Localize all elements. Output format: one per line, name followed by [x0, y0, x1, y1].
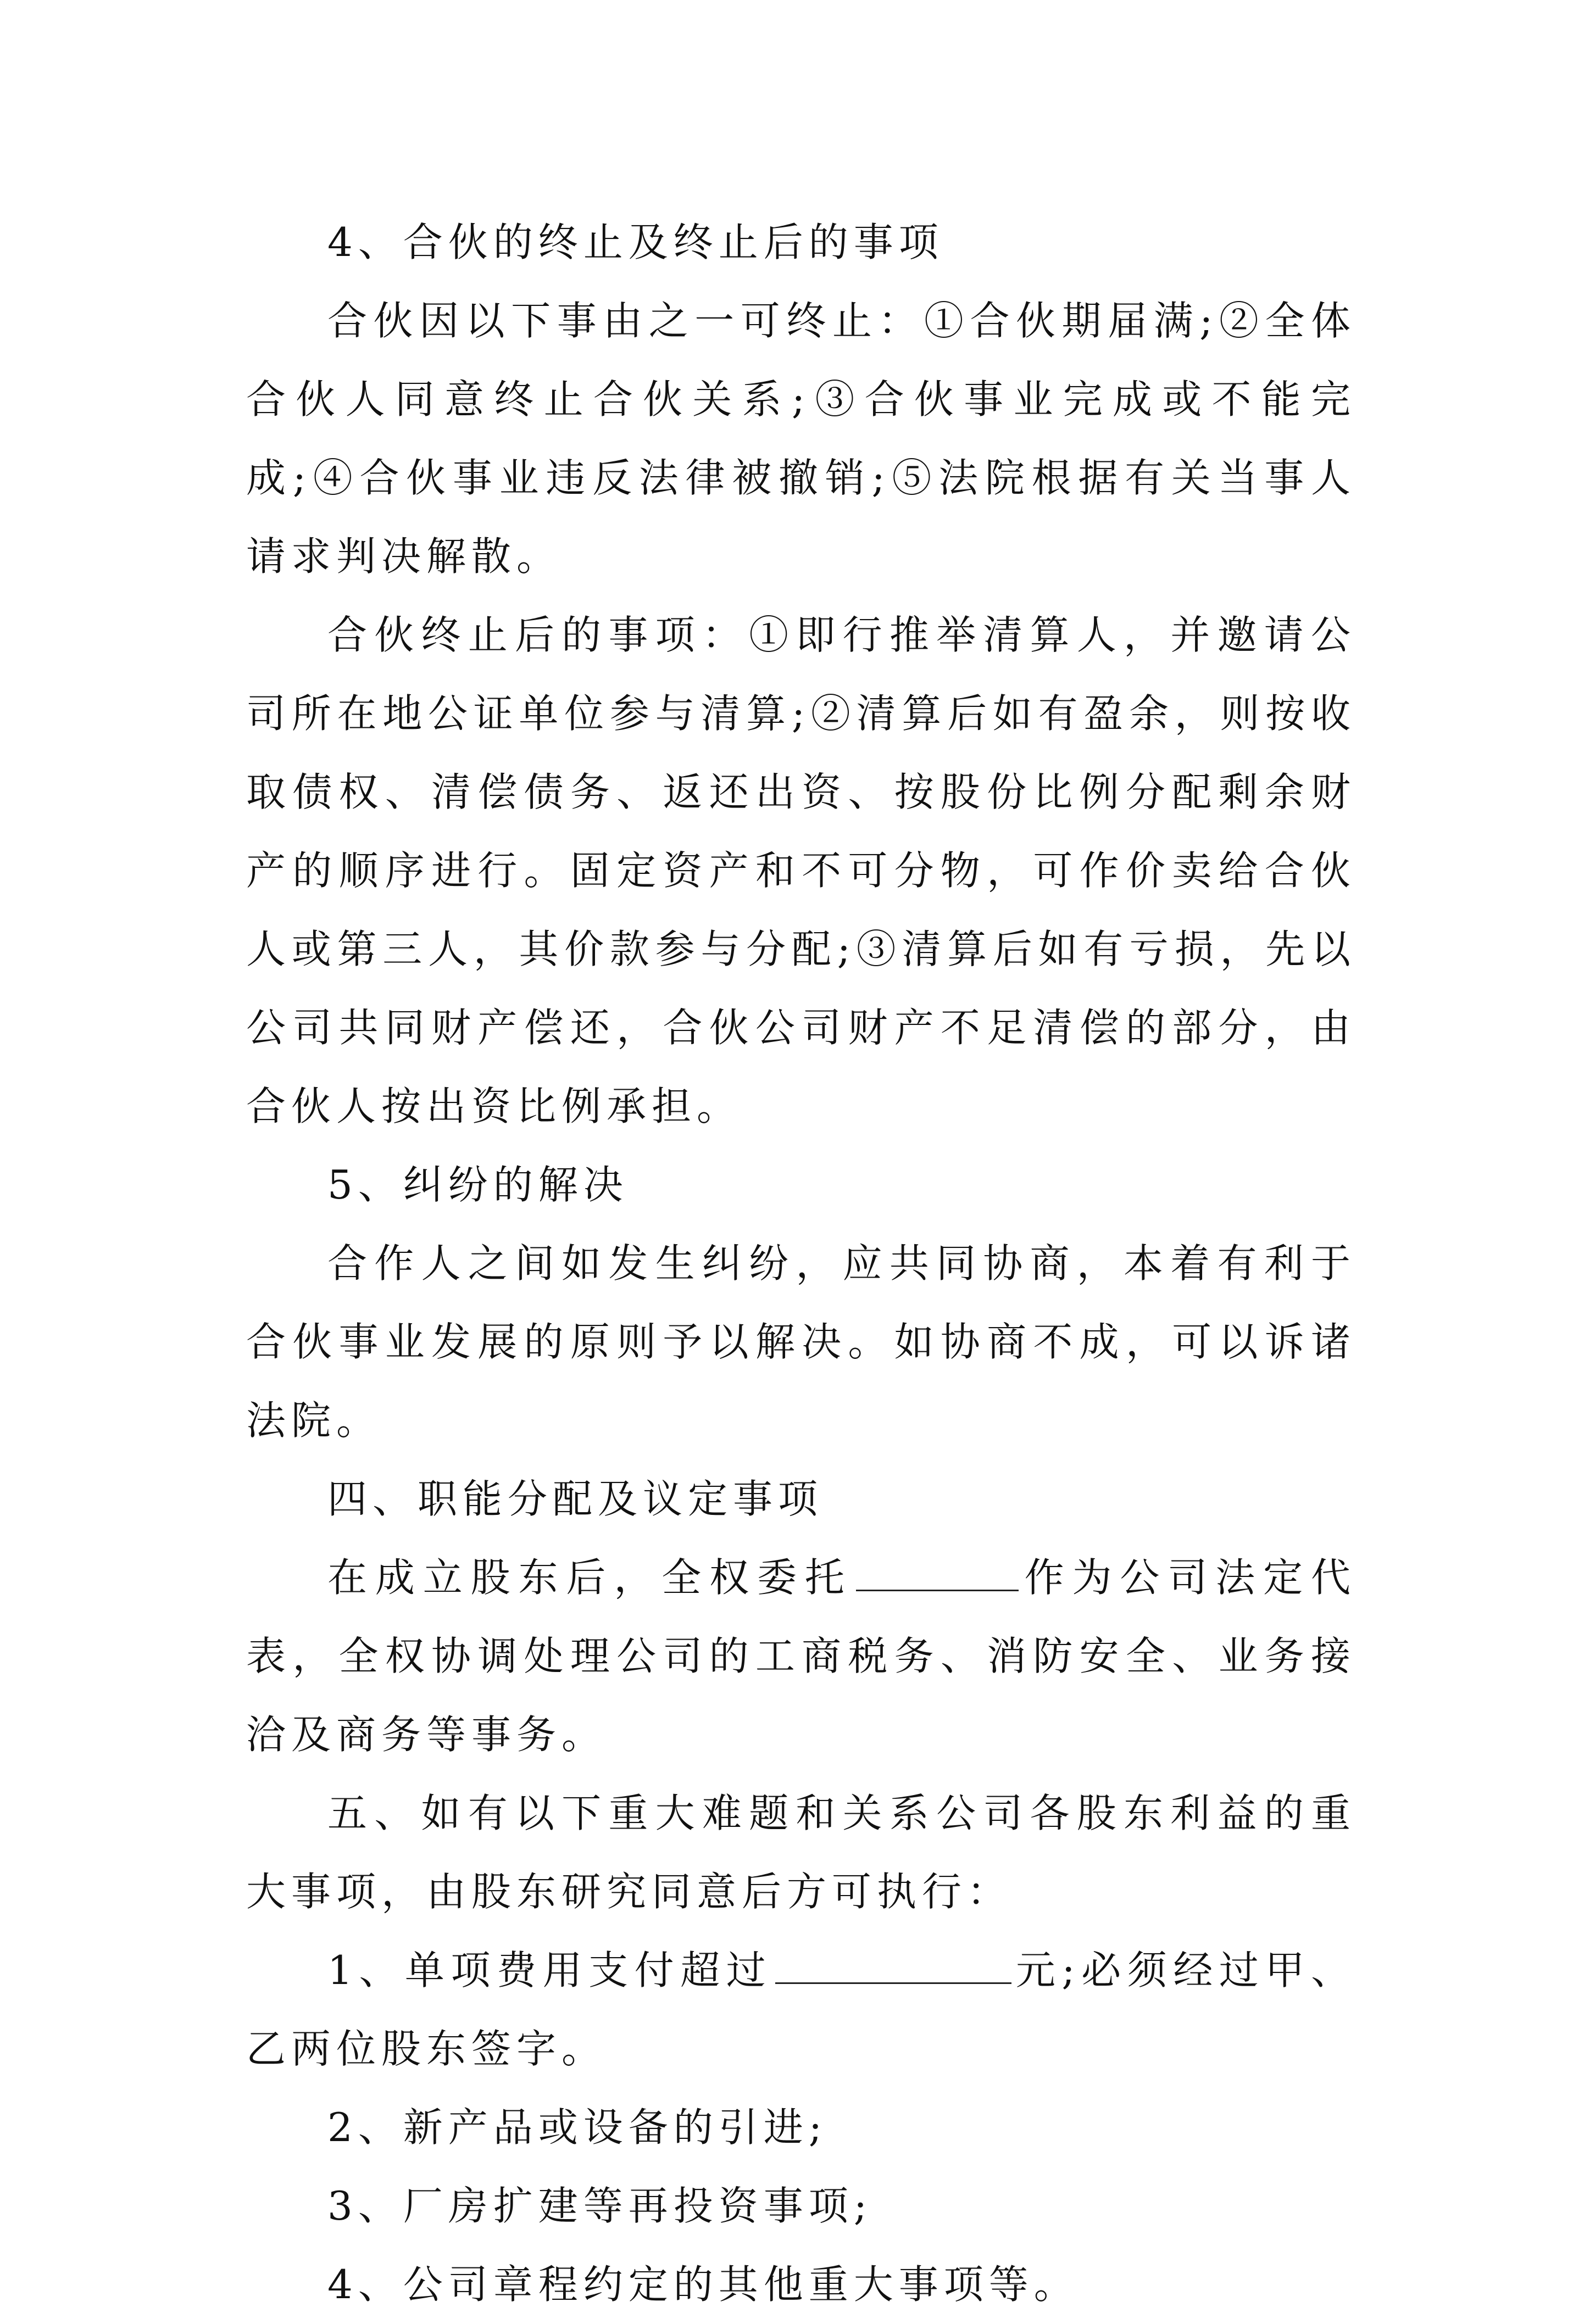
part-4-text-after-blank: 作为公司法定代表，全权协调处理公司的工商税务、消防安全、业务接洽及商务等事务。	[246, 1554, 1356, 1758]
document-body	[246, 203, 1356, 2324]
representative-name-blank	[856, 1557, 1019, 1591]
section-5-heading: 5、纠纷的解决	[327, 1162, 629, 1208]
item-1-text-after-blank: 元;必须经过甲、乙两位股东签字。	[246, 1947, 1356, 2072]
item-4-other-matters: 4、公司章程约定的其他重大事项等。	[327, 2261, 1079, 2308]
section-5-dispute-resolution: 合作人之间如发生纠纷，应共同协商，本着有利于合伙事业发展的原则予以解决。如协商不成，可以诉诸法院。	[246, 1240, 1356, 1444]
section-4-heading: 4、合伙的终止及终止后的事项	[327, 219, 944, 265]
part-4-delegation-paragraph	[246, 1539, 1356, 1774]
part-4-heading: 四、职能分配及议定事项	[327, 1476, 824, 1522]
section-4-post-termination: 合伙终止后的事项：①即行推举清算人，并邀请公司所在地公证单位参与清算;②清算后如有盈余，则按收取债权、清偿债务、返还出资、按股份比例分配剩余财产的顺序进行。固定资产和不可分物，可作价卖给合伙人或第三人，其价款参与分配;③清算后如有亏损，先以公司共同财产偿还，合伙公司财产不足清偿的部分，由合伙人按出资比例承担。	[246, 612, 1356, 1129]
item-2-new-products: 2、新产品或设备的引进;	[327, 2104, 828, 2150]
item-1-text-before-blank: 1、单项费用支付超过	[327, 1947, 772, 1993]
item-1-expense-limit	[246, 1931, 1356, 2088]
part-4-text-before-blank: 在成立股东后，全权委托	[327, 1554, 853, 1601]
expense-amount-blank	[775, 1949, 1011, 1984]
item-3-reinvestment: 3、厂房扩建等再投资事项;	[327, 2183, 873, 2229]
part-5-paragraph: 五、如有以下重大难题和关系公司各股东利益的重大事项，由股东研究同意后方可执行：	[246, 1790, 1356, 1915]
section-4-termination-causes: 合伙因以下事由之一可终止：①合伙期届满;②全体合伙人同意终止合伙关系;③合伙事业完成或不能完成;④合伙事业违反法律被撤销;⑤法院根据有关当事人请求判决解散。	[246, 298, 1356, 579]
